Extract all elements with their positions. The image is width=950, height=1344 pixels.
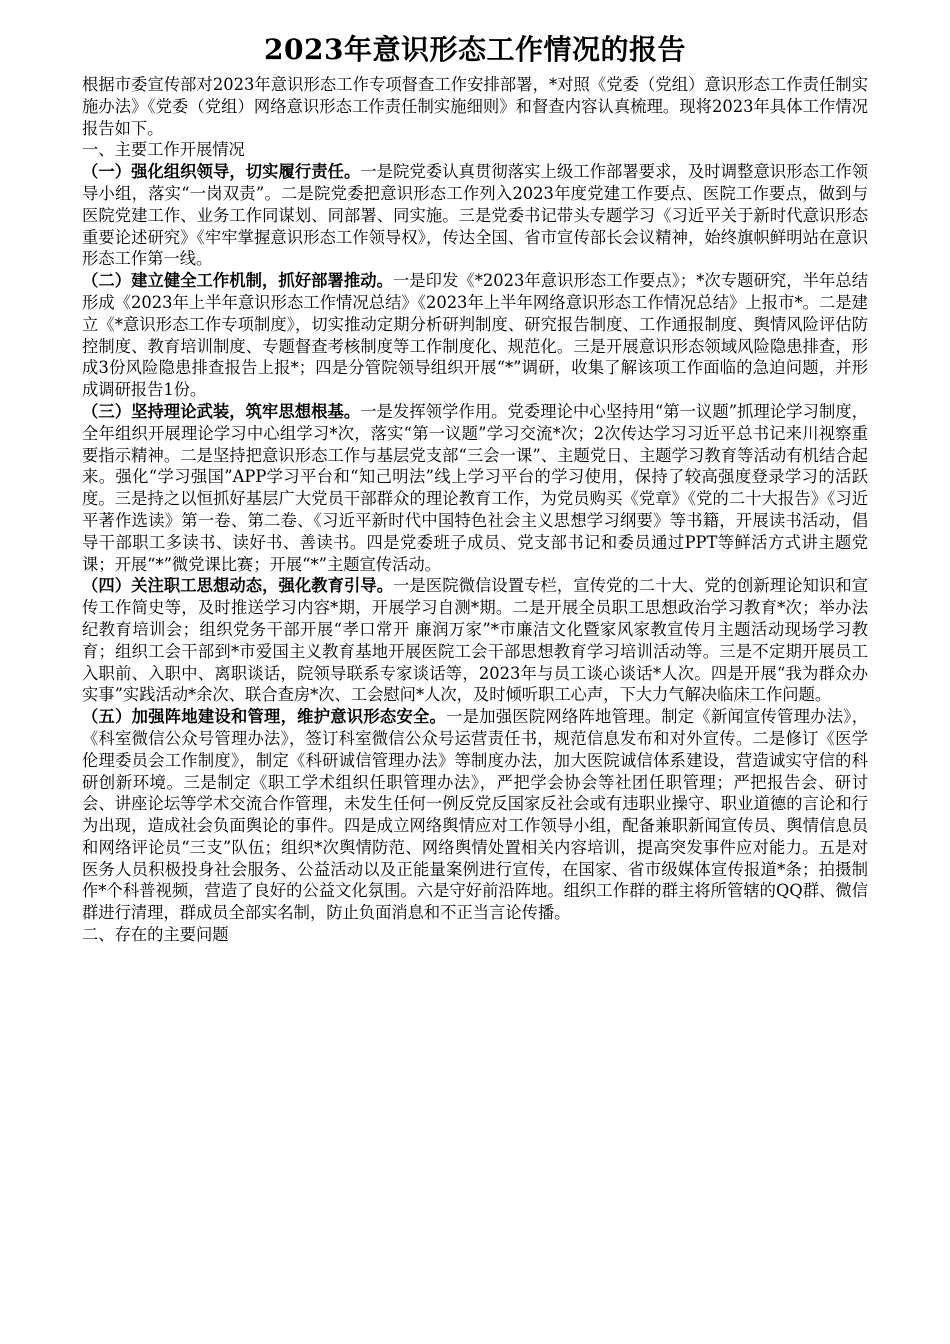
document-page [82, 30, 868, 946]
item-body-3: 一是发挥领学作用。党委理论中心坚持用“第一议题”抓理论学习制度，全年组织开展理论学习中心组学习*次，落实“第一议题”学习交流*次；2次传达学习习近平总书记来川视察重要指示精神。二是坚持把意识形态工作与基层党支部“三会一课”、主题党日、主题学习教育等活动有机结合起来。强化“学习强国”APP学习平台和“知己明法”线上学习平台的学习使用，保持了较高强度登录学习的活跃度。三是持之以恒抓好基层广大党员干部群众的理论教育工作，为党员购买《党章》《党的二十大报告》《习近平著作选读》第一卷、第二卷、《习近平新时代中国特色社会主义思想学习纲要》等书籍，开展读书活动，倡导干部职工多读书、读好书、善读书。四是党委班子成员、党支部书记和委员通过PPT等鲜活方式讲主题党课；开展“*”微党课比赛；开展“*”主题宣传活动。 [82, 401, 868, 574]
intro-paragraph: 根据市委宣传部对2023年意识形态工作专项督查工作安排部署，*对照《党委（党组）意识形态工作责任制实施办法》《党委（党组）网络意识形态工作责任制实施细则》和督查内容认真梳理。现将2023年具体工作情况报告如下。 [82, 75, 868, 138]
item-lead-1: （一）强化组织领导，切实履行责任。 [82, 162, 361, 182]
item-lead-3: （三）坚持理论武装，筑牢思想根基。 [82, 401, 361, 421]
item-body-2: 一是印发《*2023年意识形态工作要点》；*次专题研究，半年总结形成《2023年上半年意识形态工作情况总结》《2023年上半年网络意识形态工作情况总结》上报市*。二是建立《*意识形态工作专项制度》，切实推动定期分析研判制度、研究报告制度、工作通报制度、舆情风险评估防控制度、教育培训制度、专题督查考核制度等工作制度化、规范化。三是开展意识形态领域风险隐患排查，形成3份风险隐患排查报告上报*；四是分管院领导组织开展“*”调研，收集了解该项工作面临的急迫问题，并形成调研报告1份。 [82, 271, 868, 400]
item-body-5: 一是加强医院网络阵地管理。制定《新闻宣传管理办法》，《科室微信公众号管理办法》，签订科室微信公众号运营责任书，规范信息发布和对外宣传。二是修订《医学伦理委员会工作制度》，制定《科研诚信管理办法》等制度办法，加大医院诚信体系建设，营造诚实守信的科研创新环境。三是制定《职工学术组织任职管理办法》，严把学会协会等社团任职管理；严把报告会、研讨会、讲座论坛等学术交流合作管理，未发生任何一例反党反国家反社会或有违职业操守、职业道德的言论和行为出现，造成社会负面舆论的事件。四是成立网络舆情应对工作领导小组，配备兼职新闻宣传员、舆情信息员和网络评论员“三支”队伍；组织*次舆情防范、网络舆情处置相关内容培训，提高突发事件应对能力。五是对医务人员积极投身社会服务、公益活动以及正能量案例进行宣传，在国家、省市级媒体宣传报道*条；拍摄制作*个科普视频，营造了良好的公益文化氛围。六是守好前沿阵地。组织工作群的群主将所管辖的QQ群、微信群进行清理，群成员全部实名制，防止负面消息和不正当言论传播。 [82, 707, 868, 923]
item-paragraph-4 [82, 575, 868, 706]
item-lead-5: （五）加强阵地建设和管理，维护意识形态安全。 [82, 707, 447, 727]
item-paragraph-1 [82, 161, 868, 270]
section-heading-main-work: 一、主要工作开展情况 [82, 140, 245, 160]
item-lead-4: （四）关注职工思想动态，强化教育引导。 [82, 576, 394, 596]
item-paragraph-5 [82, 706, 868, 924]
item-body-1: 一是院党委认真贯彻落实上级工作部署要求，及时调整意识形态工作领导小组，落实“一岗双责”。二是院党委把意识形态工作列入2023年度党建工作要点、医院工作要点，做到与医院党建工作、业务工作同谋划、同部署、同实施。三是党委书记带头专题学习《习近平关于新时代意识形态重要论述研究》《牢牢掌握意识形态工作领导权》，传达全国、省市宣传部长会议精神，始终旗帜鲜明站在意识形态工作第一线。 [82, 162, 868, 269]
item-paragraph-2 [82, 270, 868, 401]
item-lead-2: （二）建立健全工作机制，抓好部署推动。 [82, 271, 393, 291]
item-body-4: 一是医院微信设置专栏，宣传党的二十大、党的创新理论知识和宣传工作简史等，及时推送学习内容*期，开展学习自测*期。二是开展全员职工思想政治学习教育*次；举办法纪教育培训会；组织党务干部开展“孝口常开 廉润万家”*市廉洁文化暨家风家教宣传月主题活动现场学习教育；组织工会干部到*市爱国主义教育基地开展医院工会干部思想教育学习培训活动等。三是不定期开展员工入职前、入职中、离职谈话，院领导联系专家谈话等，2023年与员工谈心谈话*人次。四是开展“我为群众办实事”实践活动*余次、联合查房*次、工会慰问*人次，及时倾听职工心声，下大力气解决临床工作问题。 [82, 576, 868, 705]
document-title: 2023年意识形态工作情况的报告 [264, 33, 686, 66]
item-paragraph-3 [82, 401, 868, 575]
section-heading-problems: 二、存在的主要问题 [82, 925, 229, 945]
